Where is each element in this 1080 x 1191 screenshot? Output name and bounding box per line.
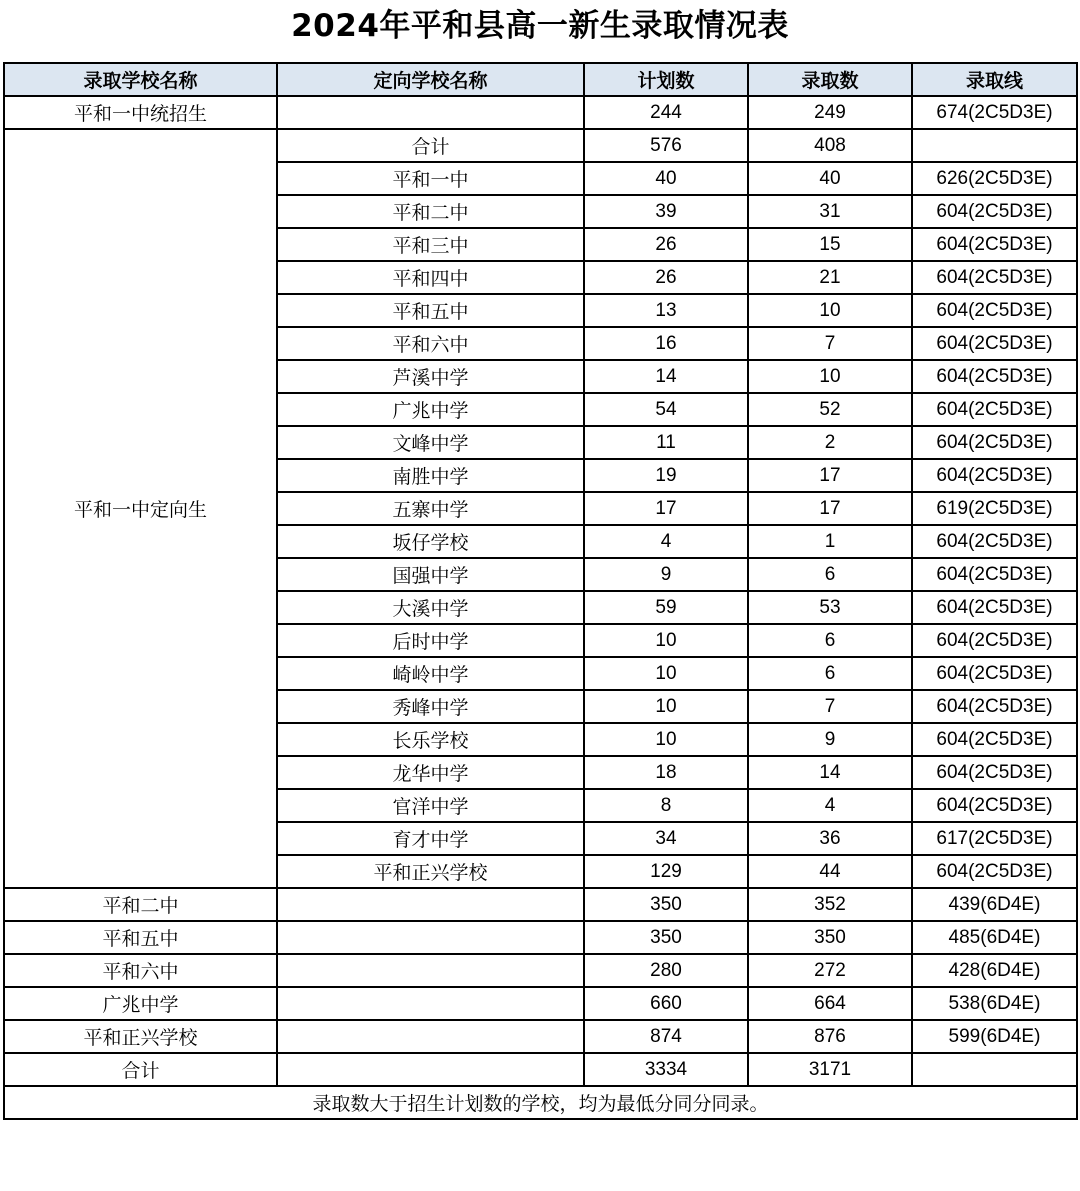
admitted-cell: 7 <box>748 327 912 360</box>
plan-cell: 17 <box>584 492 748 525</box>
target-school-cell: 平和四中 <box>277 261 584 294</box>
grand-total-row <box>4 1053 1077 1086</box>
table-row <box>4 987 1077 1020</box>
cutoff-cell: 599(6D4E) <box>912 1020 1077 1053</box>
target-school-cell: 坂仔学校 <box>277 525 584 558</box>
plan-cell: 280 <box>584 954 748 987</box>
admitted-cell: 10 <box>748 294 912 327</box>
plan-cell: 660 <box>584 987 748 1020</box>
cutoff-cell: 604(2C5D3E) <box>912 855 1077 888</box>
cutoff-cell: 439(6D4E) <box>912 888 1077 921</box>
cutoff-cell: 604(2C5D3E) <box>912 228 1077 261</box>
cutoff-cell: 604(2C5D3E) <box>912 558 1077 591</box>
admitted-cell: 7 <box>748 690 912 723</box>
admitted-cell: 14 <box>748 756 912 789</box>
plan-cell: 11 <box>584 426 748 459</box>
school-cell: 平和二中 <box>4 888 277 921</box>
header-target-school: 定向学校名称 <box>277 63 584 96</box>
plan-cell: 19 <box>584 459 748 492</box>
plan-cell: 34 <box>584 822 748 855</box>
target-school-cell: 龙华中学 <box>277 756 584 789</box>
cutoff-cell: 604(2C5D3E) <box>912 327 1077 360</box>
admitted-cell: 2 <box>748 426 912 459</box>
target-school-cell: 国强中学 <box>277 558 584 591</box>
school-cell: 平和六中 <box>4 954 277 987</box>
cutoff-cell: 674(2C5D3E) <box>912 96 1077 129</box>
admitted-cell: 6 <box>748 558 912 591</box>
admitted-cell: 249 <box>748 96 912 129</box>
cutoff-cell: 604(2C5D3E) <box>912 525 1077 558</box>
school-cell: 平和正兴学校 <box>4 1020 277 1053</box>
plan-cell: 129 <box>584 855 748 888</box>
header-cutoff: 录取线 <box>912 63 1077 96</box>
footnote-row <box>4 1086 1077 1119</box>
cutoff-cell <box>912 129 1077 162</box>
target-school-cell: 合计 <box>277 129 584 162</box>
plan-cell: 244 <box>584 96 748 129</box>
plan-cell: 59 <box>584 591 748 624</box>
target-school-cell: 平和正兴学校 <box>277 855 584 888</box>
plan-cell: 576 <box>584 129 748 162</box>
cutoff-cell: 604(2C5D3E) <box>912 294 1077 327</box>
plan-cell: 4 <box>584 525 748 558</box>
target-school-cell: 平和一中 <box>277 162 584 195</box>
target-school-cell <box>277 987 584 1020</box>
table-row <box>4 921 1077 954</box>
plan-cell: 16 <box>584 327 748 360</box>
target-school-cell: 文峰中学 <box>277 426 584 459</box>
header-plan: 计划数 <box>584 63 748 96</box>
admitted-cell: 408 <box>748 129 912 162</box>
cutoff-cell: 604(2C5D3E) <box>912 756 1077 789</box>
plan-cell: 40 <box>584 162 748 195</box>
plan-cell: 13 <box>584 294 748 327</box>
admitted-cell: 52 <box>748 393 912 426</box>
admitted-cell: 352 <box>748 888 912 921</box>
plan-cell: 10 <box>584 723 748 756</box>
cutoff-cell <box>912 1053 1077 1086</box>
school-cell: 平和一中统招生 <box>4 96 277 129</box>
target-school-cell <box>277 921 584 954</box>
plan-cell: 14 <box>584 360 748 393</box>
target-school-cell: 后时中学 <box>277 624 584 657</box>
target-school-cell: 平和五中 <box>277 294 584 327</box>
target-school-cell: 秀峰中学 <box>277 690 584 723</box>
cutoff-cell: 604(2C5D3E) <box>912 261 1077 294</box>
header-row <box>4 63 1077 96</box>
plan-cell: 8 <box>584 789 748 822</box>
admitted-cell: 4 <box>748 789 912 822</box>
footnote: 录取数大于招生计划数的学校，均为最低分同分同录。 <box>4 1086 1077 1119</box>
cutoff-cell: 538(6D4E) <box>912 987 1077 1020</box>
admitted-cell: 9 <box>748 723 912 756</box>
cutoff-cell: 604(2C5D3E) <box>912 723 1077 756</box>
admitted-cell: 664 <box>748 987 912 1020</box>
admitted-cell: 36 <box>748 822 912 855</box>
table-row <box>4 96 1077 129</box>
target-school-cell: 平和三中 <box>277 228 584 261</box>
cutoff-cell: 604(2C5D3E) <box>912 426 1077 459</box>
school-cell: 平和五中 <box>4 921 277 954</box>
cutoff-cell: 604(2C5D3E) <box>912 393 1077 426</box>
admitted-cell: 31 <box>748 195 912 228</box>
target-school-cell <box>277 888 584 921</box>
admitted-cell: 876 <box>748 1020 912 1053</box>
plan-cell: 350 <box>584 921 748 954</box>
school-cell: 平和一中定向生 <box>4 129 277 888</box>
cutoff-cell: 604(2C5D3E) <box>912 690 1077 723</box>
header-admitted: 录取数 <box>748 63 912 96</box>
admitted-cell: 53 <box>748 591 912 624</box>
table-row <box>4 954 1077 987</box>
admitted-cell: 10 <box>748 360 912 393</box>
plan-cell: 18 <box>584 756 748 789</box>
target-school-cell: 崎岭中学 <box>277 657 584 690</box>
cutoff-cell: 485(6D4E) <box>912 921 1077 954</box>
target-school-cell: 五寨中学 <box>277 492 584 525</box>
cutoff-cell: 604(2C5D3E) <box>912 789 1077 822</box>
admitted-cell: 17 <box>748 492 912 525</box>
cutoff-cell: 604(2C5D3E) <box>912 591 1077 624</box>
cutoff-cell: 604(2C5D3E) <box>912 657 1077 690</box>
plan-cell: 26 <box>584 228 748 261</box>
target-school-cell: 芦溪中学 <box>277 360 584 393</box>
admitted-cell: 6 <box>748 657 912 690</box>
admitted-cell: 17 <box>748 459 912 492</box>
target-school-cell: 长乐学校 <box>277 723 584 756</box>
cutoff-cell: 604(2C5D3E) <box>912 360 1077 393</box>
target-school-cell: 育才中学 <box>277 822 584 855</box>
plan-cell: 9 <box>584 558 748 591</box>
table-body <box>4 96 1077 1086</box>
target-school-cell <box>277 1053 584 1086</box>
admitted-cell: 6 <box>748 624 912 657</box>
cutoff-cell: 626(2C5D3E) <box>912 162 1077 195</box>
grand-total-label: 合计 <box>4 1053 277 1086</box>
page-title: 2024年平和县高一新生录取情况表 <box>291 8 789 44</box>
target-school-cell: 平和六中 <box>277 327 584 360</box>
admitted-cell: 40 <box>748 162 912 195</box>
target-school-cell: 官洋中学 <box>277 789 584 822</box>
admitted-cell: 1 <box>748 525 912 558</box>
plan-cell: 350 <box>584 888 748 921</box>
target-school-cell: 大溪中学 <box>277 591 584 624</box>
admission-table <box>3 62 1078 1120</box>
admitted-cell: 15 <box>748 228 912 261</box>
plan-cell: 54 <box>584 393 748 426</box>
admitted-cell: 44 <box>748 855 912 888</box>
target-school-cell <box>277 1020 584 1053</box>
admitted-cell: 3171 <box>748 1053 912 1086</box>
cutoff-cell: 604(2C5D3E) <box>912 624 1077 657</box>
target-school-cell: 南胜中学 <box>277 459 584 492</box>
plan-cell: 3334 <box>584 1053 748 1086</box>
target-school-cell <box>277 954 584 987</box>
cutoff-cell: 604(2C5D3E) <box>912 459 1077 492</box>
target-school-cell: 平和二中 <box>277 195 584 228</box>
plan-cell: 26 <box>584 261 748 294</box>
plan-cell: 10 <box>584 624 748 657</box>
admitted-cell: 272 <box>748 954 912 987</box>
plan-cell: 10 <box>584 690 748 723</box>
cutoff-cell: 619(2C5D3E) <box>912 492 1077 525</box>
plan-cell: 874 <box>584 1020 748 1053</box>
target-school-cell <box>277 96 584 129</box>
cutoff-cell: 604(2C5D3E) <box>912 195 1077 228</box>
table-row <box>4 888 1077 921</box>
admitted-cell: 21 <box>748 261 912 294</box>
table-row <box>4 1020 1077 1053</box>
table-row <box>4 129 1077 162</box>
school-cell: 广兆中学 <box>4 987 277 1020</box>
cutoff-cell: 428(6D4E) <box>912 954 1077 987</box>
plan-cell: 10 <box>584 657 748 690</box>
target-school-cell: 广兆中学 <box>277 393 584 426</box>
plan-cell: 39 <box>584 195 748 228</box>
admitted-cell: 350 <box>748 921 912 954</box>
header-school: 录取学校名称 <box>4 63 277 96</box>
cutoff-cell: 617(2C5D3E) <box>912 822 1077 855</box>
